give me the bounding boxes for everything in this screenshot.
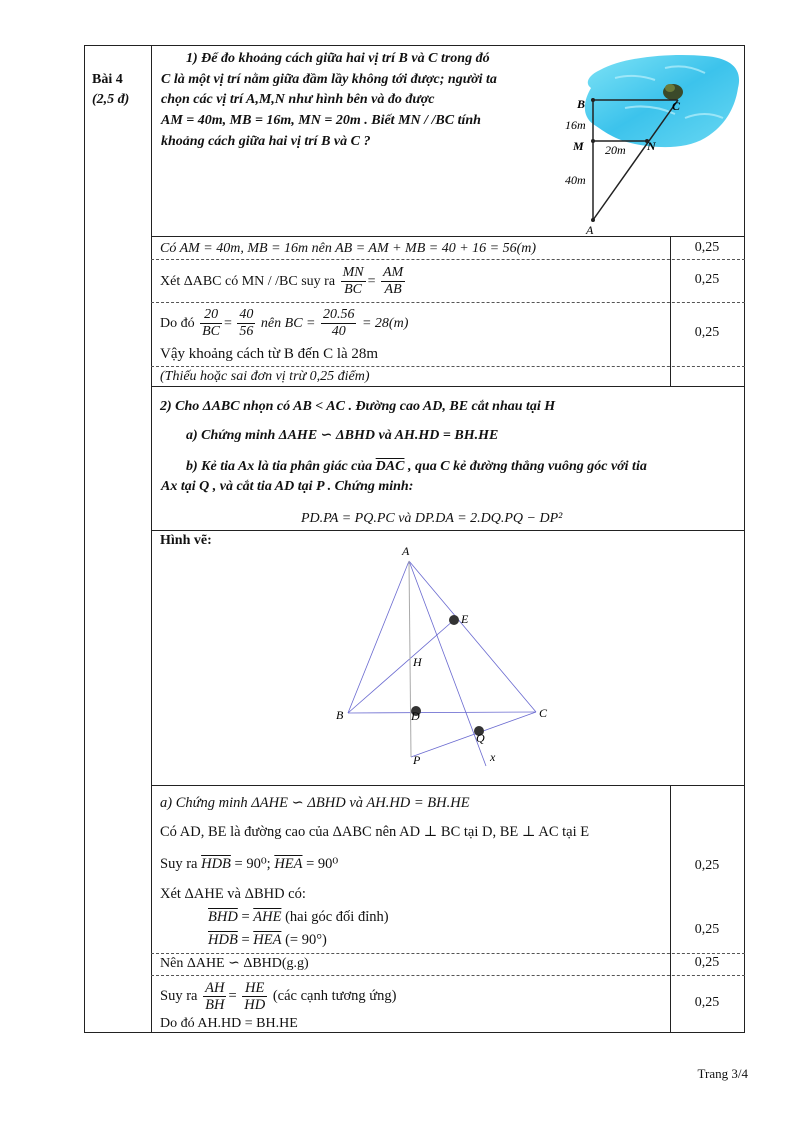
label-C: C <box>539 706 548 720</box>
proof-line4: $\overline{BHD} = \overline{AHE}$ (hai góc đối đỉnh) <box>208 909 389 925</box>
label-Q: Q <box>476 731 485 745</box>
row-line <box>151 366 745 367</box>
proof-line5: $\overline{HDB} = \overline{HEA}$ (= 90°) <box>208 932 327 948</box>
swamp-figure <box>555 48 745 236</box>
label-E: E <box>461 612 469 626</box>
table-left-border <box>84 45 85 1033</box>
label-20m: 20m <box>605 143 626 157</box>
row1-score: 0,25 <box>694 240 720 255</box>
fraction: $\frac{20.56}{40}$ <box>322 307 355 340</box>
fraction: $\frac{HE}{HD}$ <box>244 980 266 1014</box>
row-line <box>151 975 745 976</box>
fraction: $\frac{20}{BC}$ <box>202 307 221 340</box>
fraction: $\frac{MN}{BC}$ <box>342 265 364 298</box>
proof-line1: Có AD, BE là đường cao của ΔABC nên AD ⊥ BC tại D, BE ⊥ AC tại E <box>160 824 590 840</box>
label-x: x <box>490 750 496 764</box>
proof-score-1: 0,25 <box>694 858 720 873</box>
angle-DAC: $\overline{DAC}$ <box>375 459 405 474</box>
label-40m: 40m <box>565 173 586 187</box>
part2-line4: Ax tại Q , và cắt tia AD tại P . Chứng minh: <box>161 479 414 494</box>
table-top-border <box>84 45 745 46</box>
label-16m: 16m <box>565 118 586 132</box>
row-line <box>151 386 745 387</box>
part2-line5: PD.PA = PQ.PC và DP.DA = 2.DQ.PQ − DP² <box>301 511 563 526</box>
swamp-water <box>585 55 739 147</box>
row1-text: Có AM = 40m, MB = 16m nên AB = AM + MB = 40 + 16 = 56(m) <box>160 241 537 256</box>
row3-text: Do đó $\frac{20}{BC}$ = $\frac{40}{56}$ nên BC = $\frac{20.56}{40}$ = 28(m) <box>160 307 409 340</box>
label-A: A <box>402 544 410 558</box>
row3-score: 0,25 <box>694 325 720 340</box>
figure-title: Hình vẽ: <box>160 533 212 548</box>
label-B: B <box>336 708 344 722</box>
row-line <box>151 953 745 954</box>
label-A: A <box>586 223 594 236</box>
proof-line3: Xét ΔAHE và ΔBHD có: <box>160 886 306 902</box>
part1-line5: khoảng cách giữa hai vị trí B và C ? <box>161 134 371 149</box>
part2-line2: a) Chứng minh ΔAHE ∽ ΔBHD và AH.HD = BH.HE <box>186 428 499 443</box>
proof-a-title: a) Chứng minh ΔAHE ∽ ΔBHD và AH.HD = BH.HE <box>160 795 470 811</box>
line-BE <box>348 620 454 713</box>
part2-line3: b) Kẻ tia Ax là tia phân giác của $\overline{DAC}$ , qua C kẻ đường thẳng vuông góc với tia <box>186 459 647 474</box>
fraction: $\frac{AM}{AB}$ <box>382 265 404 298</box>
part1-line2: C là một vị trí nằm giữa đầm lầy không tới được; người ta <box>161 72 497 87</box>
label-N: N <box>647 139 656 153</box>
page-number: Trang 3/4 <box>697 1066 748 1081</box>
proof-line6: Nên ΔAHE ∽ ΔBHD(g.g) <box>160 956 309 971</box>
row-line <box>151 236 745 237</box>
label-C: C <box>672 99 681 113</box>
row-line <box>151 259 745 260</box>
proof-score-3: 0,25 <box>694 955 720 970</box>
proof-score-2: 0,25 <box>694 922 720 937</box>
label-B: B <box>577 97 586 111</box>
proof-line7: Suy ra $\frac{AH}{BH}$ = $\frac{HE}{HD}$ (các cạnh tương ứng) <box>160 980 397 1014</box>
side-AC <box>409 561 536 712</box>
row-line <box>151 530 745 531</box>
fraction: $\frac{40}{56}$ <box>239 307 254 340</box>
problem-title: Bài 4 <box>92 72 123 87</box>
line-CP <box>411 712 536 757</box>
row2-score: 0,25 <box>694 272 720 287</box>
proof-line2: Suy ra $\overline{HDB} = 90^0$; $\overline{HEA} = 90^0$ <box>160 856 339 872</box>
part1-line4: AM = 40m, MB = 16m, MN = 20m . Biết MN / /BC tính <box>161 113 481 128</box>
row3-conclusion: Vậy khoảng cách từ B đến C là 28m <box>160 346 379 362</box>
row2-text: Xét ΔABC có MN / /BC suy ra $\frac{MN}{BC}$ = $\frac{AM}{AB}$ <box>160 265 404 298</box>
part2-line1: 2) Cho ΔABC nhọn có AB < AC . Đường cao AD, BE cắt nhau tại H <box>160 399 556 414</box>
label-D: D <box>411 709 420 723</box>
problem-points: (2,5 đ) <box>92 92 130 107</box>
label-P: P <box>413 753 421 767</box>
part1-line3: chọn các vị trí A,M,N như hình bên và đo được <box>161 92 435 107</box>
row4-note: (Thiếu hoặc sai đơn vị trừ 0,25 điểm) <box>160 369 370 384</box>
table-bottom-border <box>84 1032 745 1033</box>
column-divider <box>151 45 152 1033</box>
side-BC <box>348 712 536 713</box>
proof-score-4: 0,25 <box>694 995 720 1010</box>
row2-pre: Xét ΔABC có MN / /BC suy ra <box>160 274 336 289</box>
label-H: H <box>413 655 422 669</box>
part1-line1: 1) Để đo khoảng cách giữa hai vị trí B và C trong đó <box>186 51 490 66</box>
proof-line8: Do đó AH.HD = BH.HE <box>160 1016 298 1031</box>
triangle-figure <box>330 540 560 775</box>
row-line <box>151 785 745 786</box>
fraction: $\frac{AH}{BH}$ <box>205 980 225 1014</box>
side-AB <box>348 561 409 713</box>
row-line <box>151 302 745 303</box>
label-M: M <box>573 139 584 153</box>
